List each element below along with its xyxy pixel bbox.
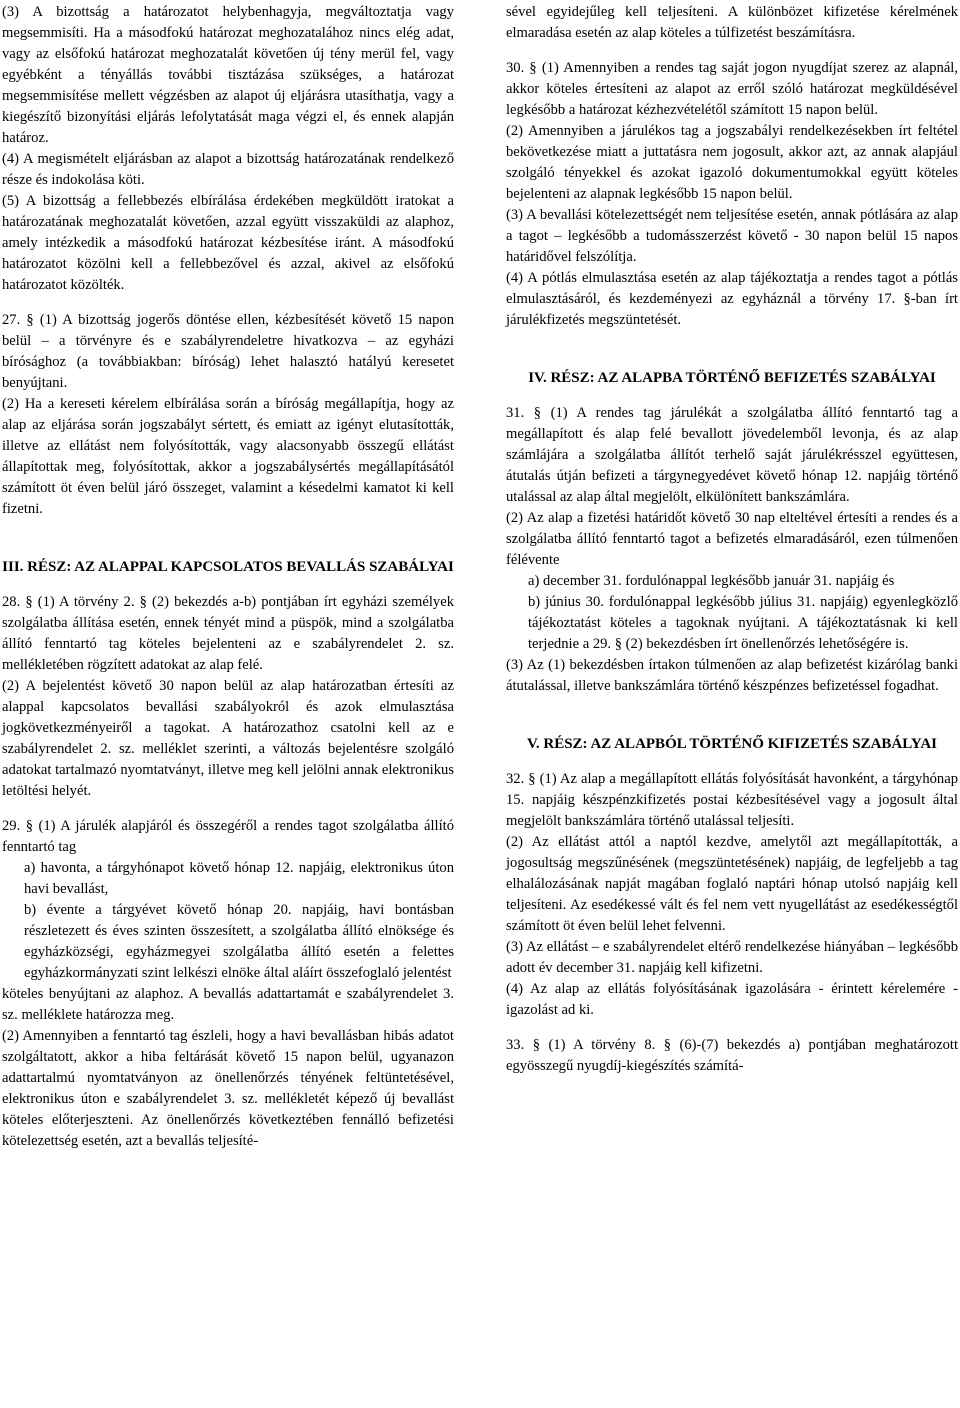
spacer xyxy=(2,802,454,816)
spacer xyxy=(506,44,958,58)
paragraph-30-4: (4) A pótlás elmulasztása esetén az alap tájékoztatja a rendes tagot a pótlás elmulasztásáról, és kezdeményezi az egyháznál a törvény 17. §-ban írt járulékfizetés megszüntetését. xyxy=(506,270,958,328)
paragraph-27-1: 27. § (1) A bizottság jogerős döntése ellen, kézbesítését követő 15 napon belül – a törvényre és e szabályrendeletre hivatkozva – az egyházi bírósághoz (a továbbiakban: bíróság) lehet halasztó hatályú keresetet benyújtani. xyxy=(2,312,454,391)
spacer xyxy=(506,389,958,403)
paragraph-29-2: (2) Amennyiben a fenntartó tag észleli, hogy a havi bevallásban hibás adatot szolgáltatott, akkor a hiba feltárását követő 15 napon belül, ugyanazon adattartalmú nyomtatványon az önellenőrzés tényének feltüntetésével, elektronikus úton e szabályrendelet 3. sz. mellékletét képező új bevallást köteles előterjeszteni. Az önellenőrzés következtében fennálló befizetési kötelezettség esetén, azt a bevallás teljesíté- xyxy=(2,1028,454,1149)
paragraph-27-2: (2) Ha a kereseti kérelem elbírálása során a bíróság megállapítja, hogy az alap az eljárása során jogszabályt sértett, és emiatt az igényt elutasították, illetve az ellátást nem folyósították, vagy alacsonyabb összegű ellátást állapítottak meg, folyósítottak, akkor a jogszabálysértés megállapításától számított öt éven belül járó összeget, valamint a késedelmi kamatot ki kell fizetni. xyxy=(2,396,454,517)
paragraph-28-1: 28. § (1) A törvény 2. § (2) bekezdés a-b) pontjában írt egyházi személyek szolgálatba állítása esetén, ennek tényét mind a püspök, mind a szolgálatba állító fenntartó tag köteles bejelenteni az e szabályrendelet 2. sz. mellékletében rögzített adatokat az alap felé. xyxy=(2,594,454,673)
spacer xyxy=(506,1021,958,1035)
paragraph-29-2-cont: sével egyidejűleg kell teljesíteni. A különbözet kifizetése kérelmének elmaradása esetén az alap köteles a túlfizetést beszámításra. xyxy=(506,4,958,41)
paragraph-31-1: 31. § (1) A rendes tag járulékát a szolgálatba állító fenntartó tag a megállapított és alap felé bevallott jövedelemből levonja, és az alap számlájára a szolgálatba állítót terhelő saját járulékrésszel együttesen, átutalás útján befizeti a tárgynegyedévet követő hónap 12. napjáig történő utalással az alap által megjelölt, elkülönített bankszámlára. xyxy=(506,405,958,505)
paragraph-26-3: (3) A bizottság a határozatot helybenhagyja, megváltoztatja vagy megsemmisíti. Ha a másodfokú határozat meghozatalához nincs elég adat, vagy az elsőfokú határozat meghozatalát követően új tény merül fel, vagy egyébként a tényállás további tisztázása szükséges, a határozat megsemmisítése mellett végzésben az alapot új eljárásra utasíthatja, vagy a kiegészítő bizonyítási eljárás lefolytatását maga végzi el, és ennek alapján határoz. xyxy=(2,4,454,146)
list-item-29-a: a) havonta, a tárgyhónapot követő hónap 12. napjáig, elektronikus úton havi bevallást, xyxy=(24,860,454,897)
paragraph-32-4: (4) Az alap az ellátás folyósításának igazolására - érintett kérelemére - igazolást ad ki. xyxy=(506,981,958,1018)
list-item-31-b: b) június 30. fordulónappal legkésőbb július 31. napjáig) egyenlegközlő tájékoztatást köteles a tagoknak nyújtani. A tájékoztatásnak ki kell terjednie a 29. § (2) bekezdésben írt önellenőrzés lehetőségére is. xyxy=(528,594,958,652)
left-column xyxy=(2,2,454,1152)
section-heading-v: V. RÉSZ: AZ ALAPBÓL TÖRTÉNŐ KIFIZETÉS SZABÁLYAI xyxy=(526,736,938,752)
paragraph-30-3: (3) A bevallási kötelezettségét nem teljesítése esetén, annak pótlására az alap a tagot – legkésőbb a tudomásszerzést követő - 30 napon belül 15 napos határidővel felszólítja. xyxy=(506,207,958,265)
spacer xyxy=(2,542,454,556)
section-heading-iv: IV. RÉSZ: AZ ALAPBA TÖRTÉNŐ BEFIZETÉS SZABÁLYAI xyxy=(528,370,936,386)
paragraph-26-5: (5) A bizottság a fellebbezés elbírálása érdekében megküldött iratokat a határozatának meghozatalát követően, azzal együtt visszaküldi az alaphoz, amely intézkedik a másodfokú határozat kézbesítése iránt. A másodfokú határozatot közölni kell a fellebbezővel és azzal, akivel az elsőfokú határozatot közölték. xyxy=(2,193,454,293)
paragraph-26-4: (4) A megismételt eljárásban az alapot a bizottság határozatának rendelkező része és indokolása köti. xyxy=(2,151,454,188)
spacer xyxy=(506,697,958,719)
spacer xyxy=(506,755,958,769)
spacer xyxy=(2,520,454,542)
spacer xyxy=(2,578,454,592)
paragraph-32-2: (2) Az ellátást attól a naptól kezdve, amelytől azt megállapították, a jogosultság megszűnésének (megszüntetésének) napjáig, de legfeljebb a tag elhalálozásának napját magában foglaló naptári hónap utolsó napjáig kell teljesíteni. Az esedékessé vált és fel nem vett nyugellátást az esedékességtől számított öt éven belül lehet felvenni. xyxy=(506,834,958,934)
spacer xyxy=(506,719,958,733)
section-heading-iii: III. RÉSZ: AZ ALAPPAL KAPCSOLATOS BEVALLÁS SZABÁLYAI xyxy=(2,559,454,575)
right-column xyxy=(506,2,958,1077)
paragraph-30-1: 30. § (1) Amennyiben a rendes tag saját jogon nyugdíjat szerez az alapnál, akkor köteles értesíteni az alapot az erről szóló határozat megküldésével legkésőbb a határozat kézhezvételétől számított 15 napon belül. xyxy=(506,60,958,118)
spacer xyxy=(2,296,454,310)
paragraph-29-1: 29. § (1) A járulék alapjáról és összegéről a rendes tagot szolgálatba állító fenntartó tag xyxy=(2,818,454,855)
spacer xyxy=(506,331,958,353)
paragraph-32-1: 32. § (1) Az alap a megállapított ellátás folyósítását havonként, a tárgyhónap 15. napjáig készpénzkifizetés postai kézbesítésével vagy a jogosult által megjelölt bankszámlára történő utalással teljesíti. xyxy=(506,771,958,829)
spacer xyxy=(506,353,958,367)
paragraph-28-2: (2) A bejelentést követő 30 napon belül az alap határozatban értesíti az alappal kapcsolatos bevallási szabályokról és azok elmulasztása jogkövetkezményeiről a tagokat. A határozathoz csatolni kell az e szabályrendelet 2. sz. melléklet szerinti, a változás bejelentésre szolgáló adatokat tartalmazó nyomtatványt, illetve meg kell jelölni annak elektronikus letöltési helyét. xyxy=(2,678,454,799)
list-item-29-b: b) évente a tárgyévet követő hónap 20. napjáig, havi bontásban részletezett és éves szinten összesített, a szolgálatba állító elnöksége és egyházközségi, egyházmegyei szolgálatba állító esetén a felettes egyházkormányzati szint lelkészi elnöke által aláírt összefoglaló jelentést xyxy=(24,902,454,981)
paragraph-30-2: (2) Amennyiben a járulékos tag a jogszabályi rendelkezésekben írt feltétel bekövetkezése miatt a juttatásra nem jogosult, akkor azt, az annak alapjául szolgáló tényekkel és azokat igazoló dokumentumokkal együtt köteles bejelenteni az alapnak legkésőbb 15 napon belül. xyxy=(506,123,958,202)
paragraph-32-3: (3) Az ellátást – e szabályrendelet eltérő rendelkezése hiányában – legkésőbb adott év december 31. napjáig kell kifizetni. xyxy=(506,939,958,976)
paragraph-31-2: (2) Az alap a fizetési határidőt követő 30 nap elteltével értesíti a rendes és a szolgálatba állító fenntartó tagot a befizetés elmaradásáról, ezen túlmenően félévente xyxy=(506,510,958,568)
list-item-31-a: a) december 31. fordulónappal legkésőbb január 31. napjáig és xyxy=(528,573,895,589)
paragraph-29-1-end: köteles benyújtani az alaphoz. A bevallás adattartamát e szabályrendelet 3. sz. melléklete határozza meg. xyxy=(2,986,454,1023)
paragraph-33-1: 33. § (1) A törvény 8. § (6)-(7) bekezdés a) pontjában meghatározott egyösszegű nyugdíj-kiegészítés számítá- xyxy=(506,1037,958,1074)
paragraph-31-3: (3) Az (1) bekezdésben írtakon túlmenően az alap befizetést kizárólag banki átutalással, illetve bankszámlára történő készpénzes befizetéssel fogadhat. xyxy=(506,657,958,694)
